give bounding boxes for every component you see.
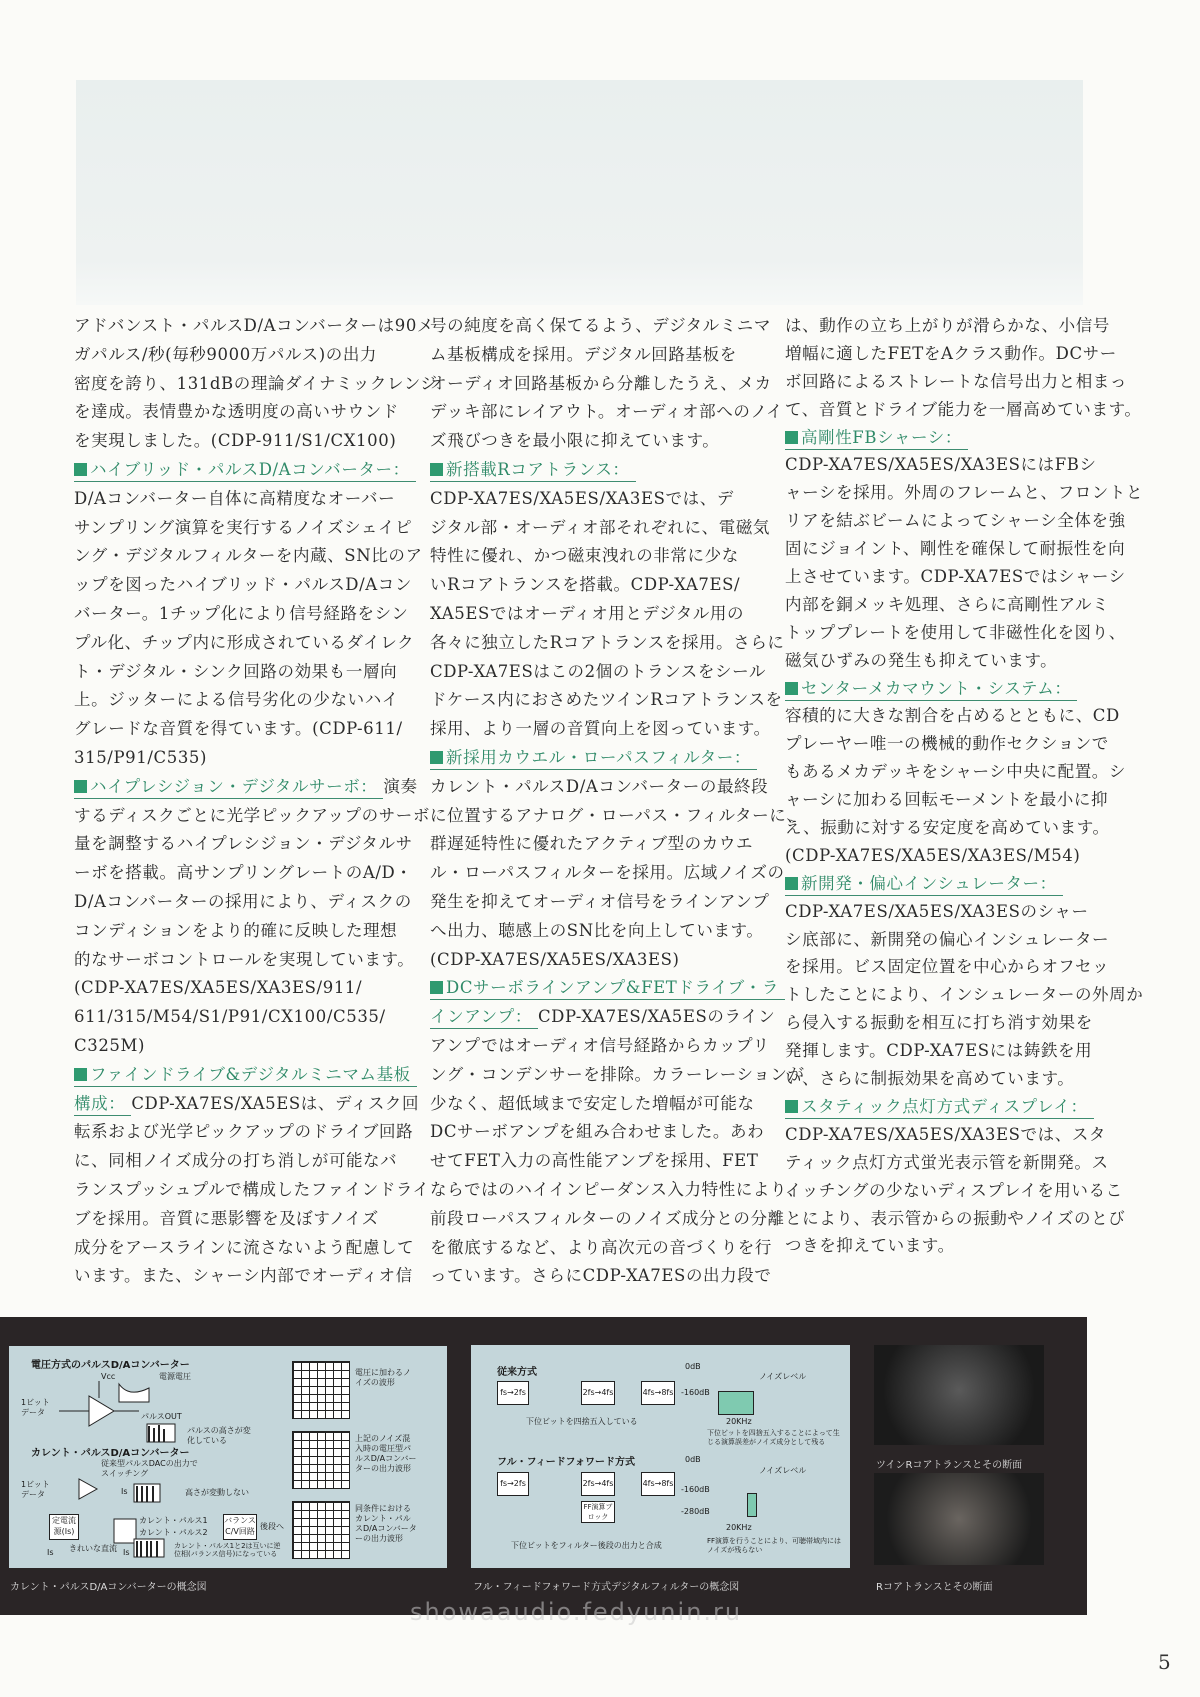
body-text-line: 611/315/M54/S1/P91/CX100/C535/ xyxy=(74,1007,386,1027)
body-text-line: CDP-XA7ES/XA5ES/XA3ESのシャー xyxy=(785,901,1089,921)
body-text-line: 群遅延特性に優れたアクティブ型のカウエ xyxy=(430,834,754,854)
section-heading-text: DCサーボラインアンプ&FETドライブ・ラ xyxy=(446,978,779,998)
diagram-label: Is xyxy=(121,1487,128,1496)
twin-r-core-transformer-photo xyxy=(874,1345,1044,1445)
body-text-line: オーディオ回路基板から分離したうえ、メカ xyxy=(430,373,772,393)
section-heading-line xyxy=(785,1093,1143,1121)
diagram-label: フル・フィードフォワード方式 xyxy=(497,1457,635,1468)
body-text-line: 磁気ひずみの発生も抑えています。 xyxy=(785,650,1058,670)
section-heading-line xyxy=(785,424,1143,452)
body-text-line: アドバンスト・パルスD/Aコンバーターは90メ xyxy=(74,316,435,335)
page-number: 5 xyxy=(1158,1650,1171,1674)
body-text-line: (CDP-XA7ES/XA5ES/XA3ES/911/ xyxy=(74,978,363,998)
watermark: showaaudio.fedyunin.ru xyxy=(410,1598,743,1626)
body-text-line: アンプではオーディオ信号経路からカップリ xyxy=(430,1035,770,1055)
diagram-label: 電源電圧 xyxy=(159,1372,191,1381)
section-heading-text: ハイプレシジョン・デジタルサーボ： xyxy=(90,776,378,796)
diagram-label: 下位ビットを四捨五入することによって生じる演算誤差がノイズ成分として残る xyxy=(707,1429,840,1446)
body-text-line: 少なく、超低域まで安定した増幅が可能な xyxy=(430,1093,755,1113)
body-text-line: に位置するアナログ・ローパス・フィルターに、 xyxy=(430,805,804,825)
body-text-line: とにより、表示管からの振動やノイズのとび xyxy=(785,1208,1126,1228)
body-text-line: もあるメカデッキをシャーシ中央に配置。シ xyxy=(785,762,1127,782)
diagram-label: 後段へ xyxy=(260,1522,284,1531)
body-text-line: CDP-XA7ES/XA5ES/XA3ESでは、デ xyxy=(430,488,734,508)
photo-caption: ツインRコアトランスとその断面 xyxy=(876,1460,1023,1471)
green-square-bullet-icon xyxy=(785,682,798,695)
body-text-line: ら侵入する振動を相互に打ち消す効果を xyxy=(785,1013,1093,1033)
body-text-line: 成分をアースラインに流さないよう配慮して xyxy=(74,1237,415,1257)
body-text-line: ドケース内におさめたツインRコアトランスを xyxy=(430,690,783,710)
body-text-line: ャーシに加わる回転モーメントを最小に抑 xyxy=(785,790,1109,810)
stage-box: fs→2fs xyxy=(497,1381,529,1405)
photo-caption: Rコアトランスとその断面 xyxy=(876,1582,993,1593)
body-text-line: ップを図ったハイブリッド・パルスD/Aコン xyxy=(74,575,412,595)
body-text-line: コンディションをより的確に反映した理想 xyxy=(74,920,398,940)
body-text-line: 量を調整するハイプレシジョン・デジタルサ xyxy=(74,834,413,854)
stage-box: 2fs→4fs xyxy=(581,1381,615,1405)
diagram-label: Vcc xyxy=(101,1372,116,1381)
waveform-grid xyxy=(292,1501,350,1559)
diagram-label: 1ビットデータ xyxy=(21,1398,50,1417)
section-heading-line xyxy=(430,456,805,485)
body-text: CDP-XA7ES/XA5ESは、ディスク回 xyxy=(131,1093,420,1113)
diagram-label: 電圧に加わるノイズの波形 xyxy=(355,1368,411,1387)
body-text-line: います。また、シャーシ内部でオーディオ信 xyxy=(74,1266,413,1286)
body-text-line: CDP-XA7ESはこの2個のトランスをシール xyxy=(430,661,766,681)
body-text-line: XA5ESではオーディオ用とデジタル用の xyxy=(430,603,745,623)
body-text-line: CDP-XA7ES/XA5ES/XA3ESにはFBシ xyxy=(785,455,1097,475)
diagram-label: ノイズレベル xyxy=(759,1466,807,1475)
diagram-label: カレント・パルス2 xyxy=(139,1528,208,1537)
green-square-bullet-icon xyxy=(74,1068,87,1081)
text-column-3 xyxy=(785,312,1143,1260)
section-heading xyxy=(430,977,785,1000)
body-text-line: 各々に独立したRコアトランスを採用。さらに xyxy=(430,632,785,652)
body-text-line: っています。さらにCDP-XA7ESの出力段で xyxy=(430,1266,772,1286)
section-heading xyxy=(74,1093,131,1116)
diagram-label: 高さが変動しない xyxy=(185,1488,249,1497)
body-text-line: 発生を抑えてオーディオ信号をラインアンプ xyxy=(430,891,770,911)
section-heading-text: センターメカマウント・システム： xyxy=(801,678,1072,698)
body-text-line: D/Aコンバーターの採用により、ディスクの xyxy=(74,891,412,911)
body-text-line: トしたことにより、インシュレーターの外周か xyxy=(785,985,1144,1005)
green-square-bullet-icon xyxy=(785,1100,798,1113)
body-text-line: を実現しました。(CDP-911/S1/CX100) xyxy=(74,431,397,451)
body-text-line: 増幅に適したFETをAクラス動作。DCサー xyxy=(785,343,1117,363)
body-text-line: CDP-XA7ES/XA5ES/XA3ESでは、スタ xyxy=(785,1124,1107,1144)
body-text-line: せてFET入力の高性能アンプを採用、FET xyxy=(430,1151,759,1171)
ff-block: FF演算ブロック xyxy=(581,1501,615,1523)
body-text-line: リアを結ぶビームによってシャーシ全体を強 xyxy=(785,511,1126,531)
body-text-line: ズ飛びつきを最小限に抑えています。 xyxy=(430,431,720,451)
body-text-line: ム基板構成を採用。デジタル回路基板を xyxy=(430,344,737,364)
body-text-line: 容積的に大きな割合を占めるとともに、CD xyxy=(785,706,1120,726)
body-text-line: シ底部に、新開発の偏心インシュレーター xyxy=(785,929,1110,949)
section-heading-text: スタティック点灯方式ディスプレイ： xyxy=(801,1096,1088,1116)
section-heading xyxy=(785,427,968,450)
body-text-line: 採用、より一層の音質向上を図っています。 xyxy=(430,719,771,739)
body-text-line: ング・デジタルフィルターを内蔵、SN比のア xyxy=(74,546,423,566)
diagram-label: FF演算を行うことにより、可聴帯域内にはノイズが残らない xyxy=(707,1537,842,1554)
stage-box: 4fs→8fs xyxy=(641,1381,675,1405)
section-heading-line xyxy=(74,456,438,485)
green-square-bullet-icon xyxy=(430,981,443,994)
diagram-label: -160dB xyxy=(681,1388,710,1397)
body-text-line: ング・コンデンサーを排除。カラーレーションが xyxy=(430,1064,805,1084)
diagram-label: ノイズレベル xyxy=(759,1372,807,1381)
section-heading-line xyxy=(74,1061,438,1090)
section-heading xyxy=(430,1006,538,1029)
section-heading xyxy=(785,873,1063,896)
body-text-line: プレーヤー唯一の機械的動作セクションで xyxy=(785,734,1109,754)
diagram-label: 20KHz xyxy=(726,1523,752,1532)
body-text-line: て、音質とドライブ能力を一層高めています。 xyxy=(785,399,1142,419)
diagram-label: きれいな直流 xyxy=(69,1544,117,1553)
diagram-label: 上記のノイズ混入時の電圧型パルスD/Aコンバーターの出力波形 xyxy=(355,1434,417,1473)
section-heading-text: インアンプ： xyxy=(430,1007,532,1027)
body-text-line: グレードな音質を得ています。(CDP-611/ xyxy=(74,719,403,739)
body-text-line: C325M) xyxy=(74,1035,146,1055)
body-text-line: ャーシを採用。外周のフレームと、フロントと xyxy=(785,483,1144,503)
body-text-line: 的なサーボコントロールを実現しています。 xyxy=(74,949,415,969)
diagram-label: 従来方式 xyxy=(497,1367,537,1378)
diagram-label: カレント・パルス1 xyxy=(139,1516,208,1525)
body-text-line: トッププレートを使用して非磁性化を図り、 xyxy=(785,622,1126,642)
body-text-line: 上させています。CDP-XA7ESではシャーシ xyxy=(785,567,1126,587)
body-text-line: 固にジョイント、剛性を確保して耐振性を向 xyxy=(785,539,1126,559)
diagram-label: パルスの高さが変化している xyxy=(187,1426,251,1445)
stage-box: fs→2fs xyxy=(497,1472,529,1496)
green-square-bullet-icon xyxy=(785,431,798,444)
section-heading xyxy=(430,459,636,482)
body-text-line: つきを抑えています。 xyxy=(785,1236,955,1256)
figure-caption: カレント・パルスD/Aコンバーターの概念図 xyxy=(10,1582,207,1593)
body-text-line: ティック点灯方式蛍光表示管を新開発。ス xyxy=(785,1152,1109,1172)
r-core-transformer-photo xyxy=(874,1473,1044,1565)
section-heading-text: 高剛性FBシャーシ： xyxy=(801,427,962,447)
text-column-1 xyxy=(74,312,438,1291)
stage-box: 4fs→8fs xyxy=(641,1472,675,1496)
diagram-label: 0dB xyxy=(685,1362,701,1371)
diagram-label: 下位ビットを四捨五入している xyxy=(526,1417,638,1426)
green-square-bullet-icon xyxy=(74,463,87,476)
diagram-label: 従来型パルスDACの出力でスイッチング xyxy=(101,1459,198,1478)
body-text-line: 315/P91/C535) xyxy=(74,747,208,767)
full-feedforward-filter-diagram xyxy=(471,1345,850,1568)
diagram-label: カレント・パルスD/Aコンバーター xyxy=(31,1448,190,1459)
diagram-label: -280dB xyxy=(681,1507,710,1516)
green-square-bullet-icon xyxy=(430,751,443,764)
body-text-line: 内部を銅メッキ処理、さらに高剛性アルミ xyxy=(785,594,1110,614)
body-text-line: ル・ローパスフィルターを採用。広域ノイズの xyxy=(430,863,785,883)
waveform-grid xyxy=(292,1431,350,1489)
body-text-line: ランスプッシュプルで構成したファインドライ xyxy=(74,1179,430,1199)
section-heading-text: 新採用カウエル・ローパスフィルター： xyxy=(446,747,751,767)
body-text-line: バーター。1チップ化により信号経路をシン xyxy=(74,603,409,623)
body-text-line: 前段ローパスフィルターのノイズ成分との分離 xyxy=(430,1208,785,1228)
diagram-label: Is xyxy=(123,1548,130,1557)
section-heading-line xyxy=(430,744,805,773)
section-heading-line xyxy=(74,773,438,802)
section-heading-text: ファインドライブ&デジタルミニマム基板 xyxy=(90,1064,411,1084)
body-text-line: (CDP-XA7ES/XA5ES/XA3ES/M54) xyxy=(785,845,1081,865)
body-text-line: は、動作の立ち上がりが滑らかな、小信号 xyxy=(785,316,1110,335)
voltage-dac-schematic xyxy=(59,1376,189,1446)
body-text-line: いRコアトランスを搭載。CDP-XA7ES/ xyxy=(430,575,741,595)
section-heading xyxy=(74,776,383,799)
balance-cv-box: バランスC/V回路 xyxy=(223,1514,257,1540)
section-heading-text: 新開発・偏心インシュレーター： xyxy=(801,873,1057,893)
section-heading-line xyxy=(430,1003,805,1032)
diagram-label: 1ビットデータ xyxy=(21,1480,50,1499)
body-text-line: を採用。ビス固定位置を中心からオフセッ xyxy=(785,957,1110,977)
body-text-line: するディスクごとに光学ピックアップのサーボ xyxy=(74,805,430,825)
body-text-line: プル化、チップ内に形成されているダイレク xyxy=(74,632,415,652)
body-text-line: (CDP-XA7ES/XA5ES/XA3ES) xyxy=(430,949,680,969)
body-text-line: ならではのハイインピーダンス入力特性により、 xyxy=(430,1179,805,1199)
body-text-line: DCサーボアンプを組み合わせました。あわ xyxy=(430,1122,765,1142)
diagram-label: 20KHz xyxy=(726,1417,752,1426)
body-text: 演奏 xyxy=(383,776,418,796)
body-text-line: D/Aコンバーター自体に高精度なオーバー xyxy=(74,488,396,508)
body-text-line: デッキ部にレイアウト。オーディオ部へのノイ xyxy=(430,402,784,422)
diagram-label: 同条件におけるカレント・パルスD/Aコンバーターの出力波形 xyxy=(355,1504,417,1543)
noise-area xyxy=(747,1493,757,1517)
diagram-label: パルスOUT xyxy=(141,1412,182,1421)
body-text-line: え、振動に対する安定度を高めています。 xyxy=(785,818,1110,838)
body-text-line: 特性に優れ、かつ磁束洩れの非常に少な xyxy=(430,546,739,566)
section-heading xyxy=(430,747,757,770)
section-heading-line xyxy=(785,870,1143,898)
green-square-bullet-icon xyxy=(785,877,798,890)
section-heading xyxy=(785,678,1077,701)
section-heading xyxy=(785,1096,1094,1119)
text-column-2 xyxy=(430,312,805,1291)
body-text-line: へ出力、聴感上のSN比を向上しています。 xyxy=(430,920,764,940)
section-heading xyxy=(74,1064,417,1087)
figure-caption: フル・フィードフォワード方式デジタルフィルターの概念図 xyxy=(473,1582,740,1593)
body-text-line: 密度を誇り、131dBの理論ダイナミックレンジ xyxy=(74,373,438,393)
body-text-line: 号の純度を高く保てるよう、デジタルミニマ xyxy=(430,316,772,335)
waveform-grid xyxy=(292,1361,350,1419)
body-text-line: 発揮します。CDP-XA7ESには鋳鉄を用 xyxy=(785,1041,1093,1061)
diagram-label: カレント・パルス1と2は互いに逆位相(バランス信号)になっている xyxy=(174,1542,281,1558)
body-text-line: ジタル部・オーディオ部それぞれに、電磁気 xyxy=(430,517,771,537)
section-heading xyxy=(74,459,416,482)
section-heading-text: 構成： xyxy=(74,1093,126,1113)
body-text-line: に、同相ノイズ成分の打ち消しが可能なバ xyxy=(74,1151,398,1171)
body-text-line: イッチングの少ないディスプレイを用いるこ xyxy=(785,1180,1123,1200)
current-pulse-dac-diagram xyxy=(9,1346,447,1568)
body-text-line: 上。ジッターによる信号劣化の少ないハイ xyxy=(74,690,399,710)
body-text-line: い、さらに制振効果を高めています。 xyxy=(785,1069,1075,1089)
body-text: CDP-XA7ES/XA5ESのライン xyxy=(537,1007,776,1027)
section-heading-line xyxy=(74,1090,438,1119)
noise-area xyxy=(718,1391,754,1415)
green-square-bullet-icon xyxy=(430,463,443,476)
green-square-bullet-icon xyxy=(74,780,87,793)
section-heading-text: 新搭載Rコアトランス： xyxy=(446,459,630,479)
body-text-line: ガパルス/秒(毎秒9000万パルス)の出力 xyxy=(74,344,378,364)
section-heading-text: ハイブリッド・パルスD/Aコンバーター： xyxy=(90,459,410,479)
constant-current-box: 定電流源(Is) xyxy=(49,1514,79,1540)
body-text-line: ブを採用。音質に悪影響を及ぼすノイズ xyxy=(74,1208,379,1228)
diagram-label: Is xyxy=(47,1548,54,1557)
diagram-label: 0dB xyxy=(685,1455,701,1464)
diagram-label: 下位ビットをフィルター後段の出力と合成 xyxy=(511,1541,662,1550)
body-text-line: ト・デジタル・シンク回路の効果も一層向 xyxy=(74,661,398,681)
body-text-line: ボ回路によるストレートな信号出力と相まっ xyxy=(785,371,1127,391)
section-heading-line xyxy=(430,974,805,1003)
body-text-line: 転系および光学ピックアップのドライブ回路 xyxy=(74,1122,414,1142)
top-image-area xyxy=(76,80,1083,305)
body-text-line: を達成。表情豊かな透明度の高いサウンド xyxy=(74,402,399,422)
body-text-line: を徹底するなど、より高次元の音づくりを行 xyxy=(430,1237,772,1257)
diagram-label: -160dB xyxy=(681,1485,710,1494)
stage-box: 2fs→4fs xyxy=(581,1472,615,1496)
body-text-line: サンプリング演算を実行するノイズシェイピ xyxy=(74,517,413,537)
diagram-label: 電圧方式のパルスD/Aコンバーター xyxy=(31,1360,190,1371)
body-text-line: カレント・パルスD/Aコンバーターの最終段 xyxy=(430,776,769,796)
body-text-line: ーボを搭載。高サンプリングレートのA/D・ xyxy=(74,863,413,883)
section-heading-line xyxy=(785,675,1143,703)
